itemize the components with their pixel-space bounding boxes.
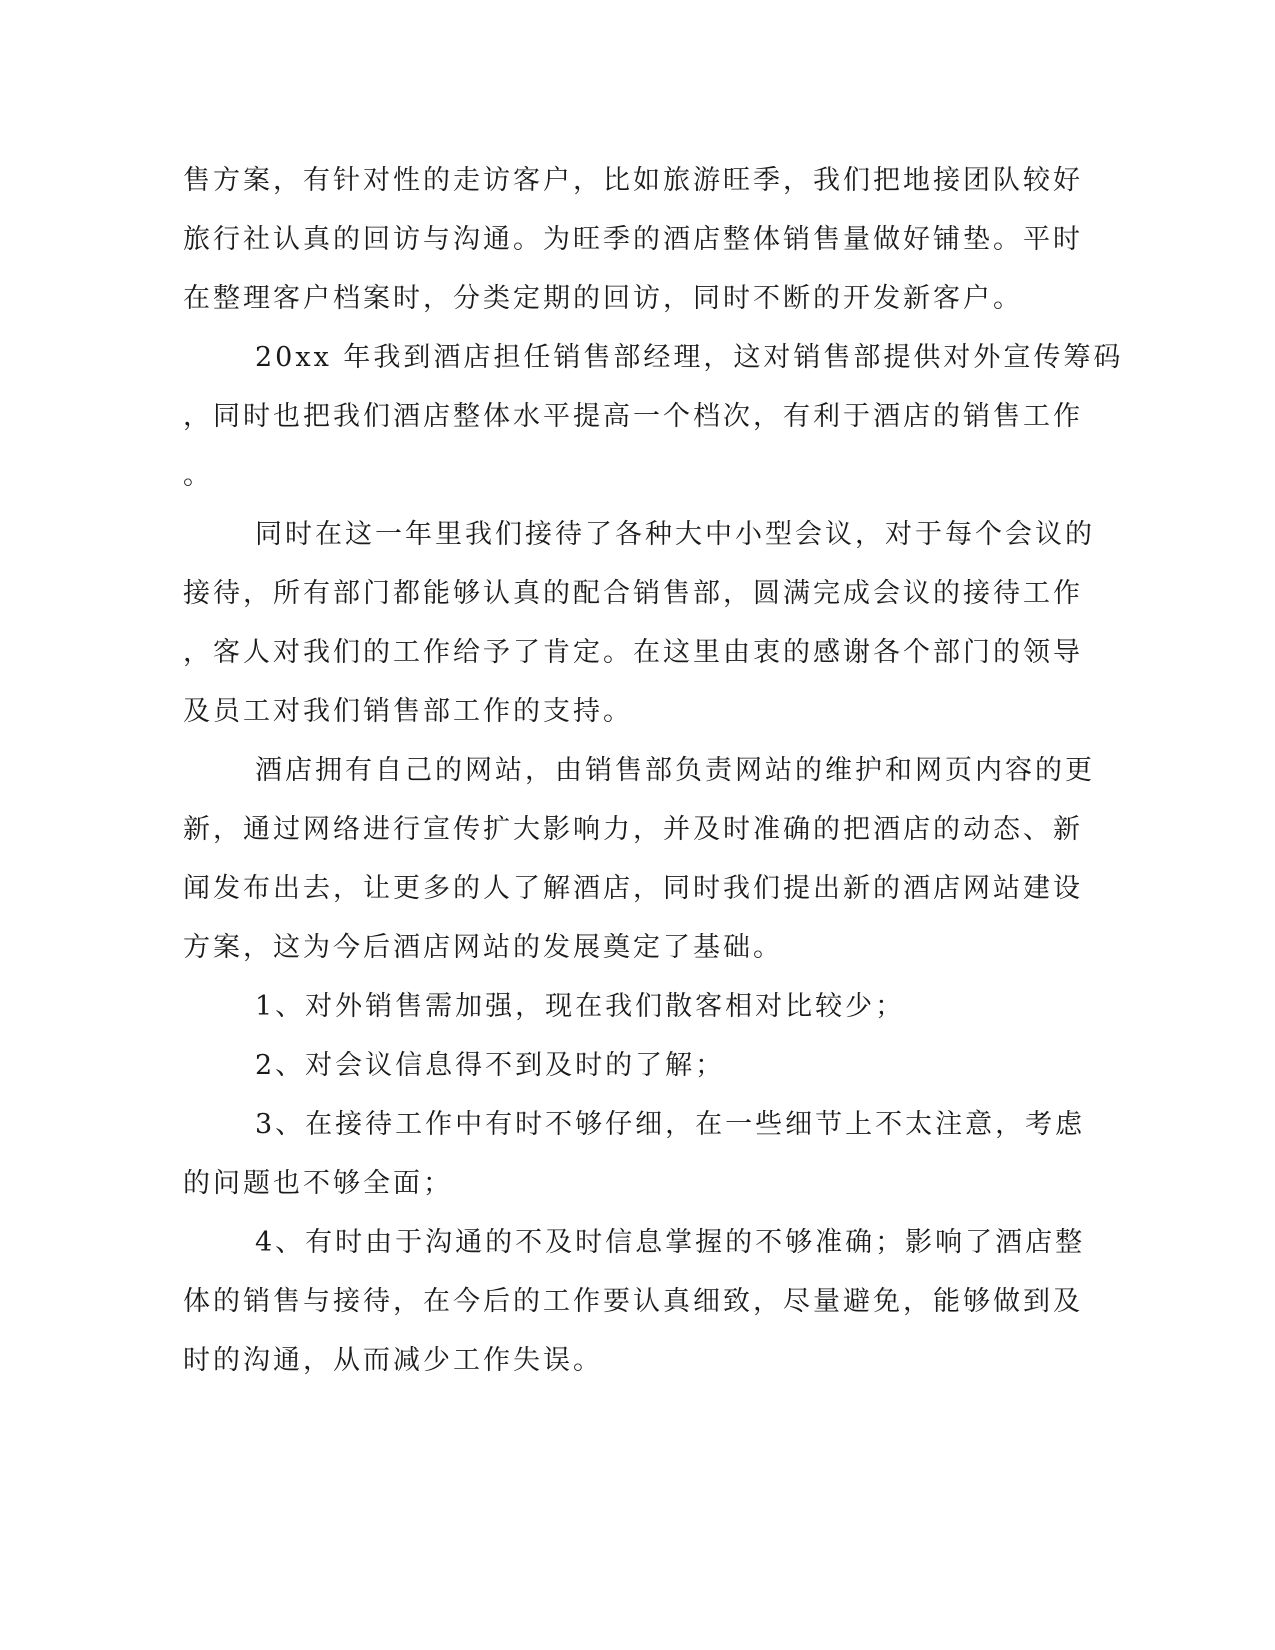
text-line: 在整理客户档案时，分类定期的回访，同时不断的开发新客户。 bbox=[183, 283, 1023, 314]
text-line: 。 bbox=[183, 460, 213, 491]
text-line: 20xx 年我到酒店担任销售部经理，这对销售部提供对外宣传筹码 bbox=[255, 342, 1124, 373]
text-line: 1、对外销售需加强，现在我们散客相对比较少； bbox=[255, 991, 906, 1022]
text-line: 3、在接待工作中有时不够仔细，在一些细节上不太注意，考虑 bbox=[255, 1109, 1086, 1140]
text-line: 旅行社认真的回访与沟通。为旺季的酒店整体销售量做好铺垫。平时 bbox=[183, 224, 1083, 255]
text-line: ，同时也把我们酒店整体水平提高一个档次，有利于酒店的销售工作 bbox=[183, 401, 1083, 432]
text-line: 酒店拥有自己的网站，由销售部负责网站的维护和网页内容的更 bbox=[255, 755, 1095, 786]
text-line: 4、有时由于沟通的不及时信息掌握的不够准确；影响了酒店整 bbox=[255, 1227, 1086, 1258]
text-line: 同时在这一年里我们接待了各种大中小型会议，对于每个会议的 bbox=[255, 519, 1095, 550]
document-body bbox=[183, 151, 1124, 1390]
text-line: 闻发布出去，让更多的人了解酒店，同时我们提出新的酒店网站建设 bbox=[183, 873, 1083, 904]
text-line: 的问题也不够全面； bbox=[183, 1168, 453, 1199]
text-line: 接待，所有部门都能够认真的配合销售部，圆满完成会议的接待工作 bbox=[183, 578, 1083, 609]
text-line: 体的销售与接待，在今后的工作要认真细致，尽量避免，能够做到及 bbox=[183, 1286, 1083, 1317]
text-line: 新，通过网络进行宣传扩大影响力，并及时准确的把酒店的动态、新 bbox=[183, 814, 1083, 845]
text-line: 时的沟通，从而减少工作失误。 bbox=[183, 1345, 603, 1376]
text-line: 方案，这为今后酒店网站的发展奠定了基础。 bbox=[183, 932, 783, 963]
text-line: ，客人对我们的工作给予了肯定。在这里由衷的感谢各个部门的领导 bbox=[183, 637, 1083, 668]
text-line: 及员工对我们销售部工作的支持。 bbox=[183, 696, 633, 727]
text-line: 售方案，有针对性的走访客户，比如旅游旺季，我们把地接团队较好 bbox=[183, 165, 1083, 196]
text-line: 2、对会议信息得不到及时的了解； bbox=[255, 1050, 726, 1081]
